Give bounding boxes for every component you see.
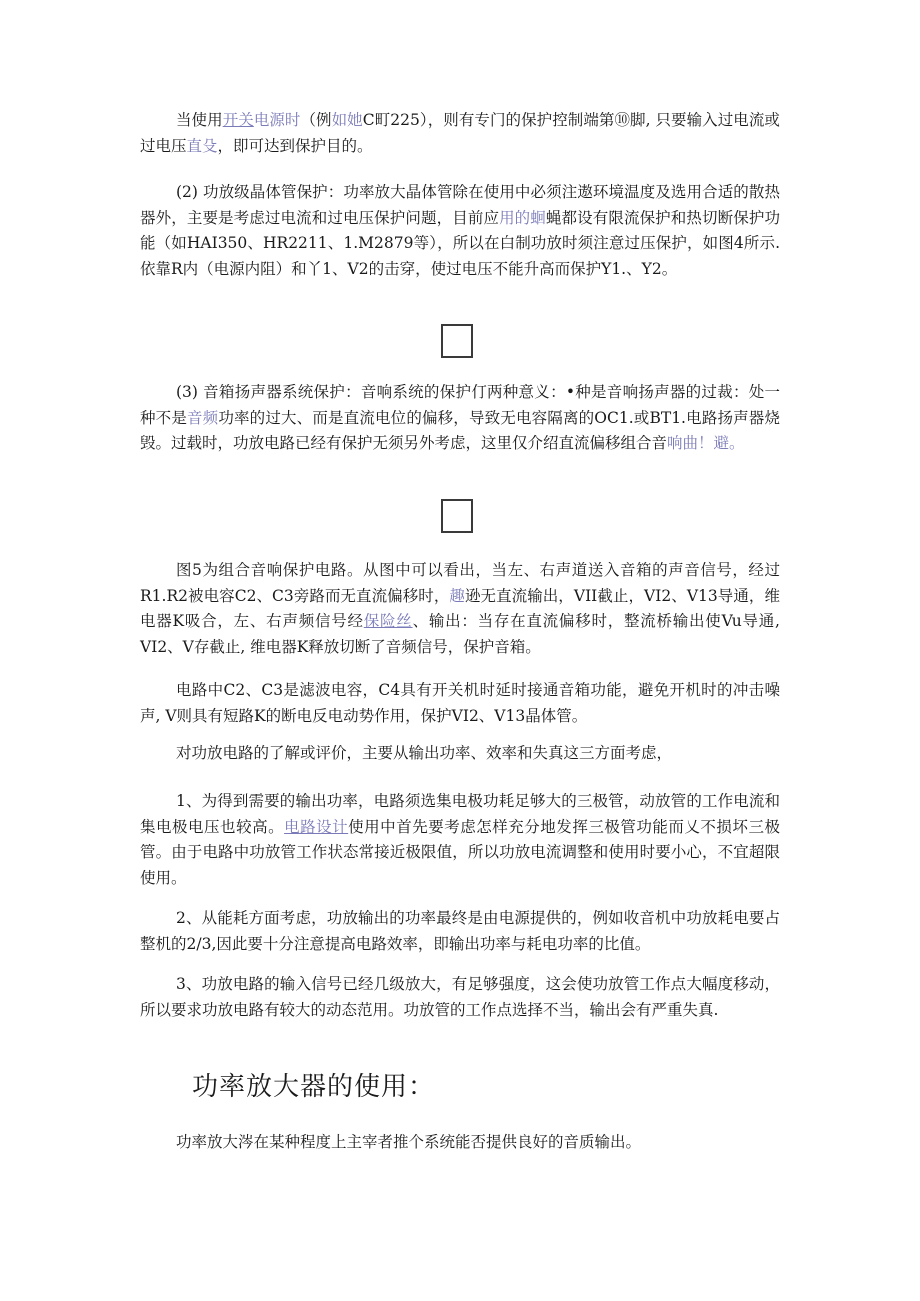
paragraph-point-2: 2、从能耗方面考虑，功放输出的功率最终是由电源提供的，例如收音机中功放耗电要占整机的2/3,因此要十分注意提高电路效率，即输出功率与耗电功率的比值。 (140, 909, 780, 953)
link-qu[interactable]: 趣 (449, 586, 465, 605)
text-run: （例 (300, 111, 332, 129)
text-run: (2) 功放级晶体管保护：功率放大晶体管除在使用中必须注遨环境温度及选用合适的散热器外，主要是考虑过电流和过电压保护问题，目前应 (140, 183, 780, 227)
link-yongde[interactable]: 用的蛔 (499, 208, 546, 227)
link-ruta[interactable]: 如她 (331, 111, 363, 129)
link-zhishu[interactable]: 直殳 (186, 136, 218, 155)
text-run: 蝇都设有限流保护和热切断保护功能（如HAI350、HR2211、1.M2879等），所以在白制功放时须注意过压保护，如图4所示. 依靠R内（电源内阻）和丫1、V2的击穿，使过电压不能升高而保护Y1.、Y2。 (140, 208, 780, 278)
text-run: 功率的过大、而是直流电位的偏移，导致无电容隔离的OC1.或BT1.电路扬声器烧毁。过载时，功放电路已经有保护无须另外考虑，这里仅介绍直流偏移组合音 (140, 408, 780, 452)
text-run: C町225），则有专门的保护控制端第⑩脚, 只要输入过电流或过电压 (140, 111, 780, 155)
section-heading: 功率放大器的使用： (192, 1072, 436, 1102)
paragraph-figure-5 (140, 558, 780, 660)
paragraph-filter-capacitor: 电路中C2、C3是滤波电容，C4具有开关机时延时接通音箱功能，避免开机时的冲击噪声, V则具有短路K的断电反电动势作用，保护VI2、V13晶体管。 (140, 681, 780, 725)
paragraph-point-3: 3、功放电路的输入信号已经几级放大，有足够强度，这会使功放管工作点大幅度移动，所以要求功放电路有较大的动态范用。功放管的工作点选择不当，输出会有严重失真. (140, 975, 780, 1019)
figure-4-image-placeholder (441, 324, 473, 358)
text-run: 1、为得到需要的输出功率，电路须选集电极功耗足够大的三极管，动放管的工作电流和集电极电压也较高。 (140, 792, 780, 836)
text-run: 图5为组合音响保护电路。从图中可以看出，当左、右声道送入音箱的声音信号，经过R1.R2被电容C2、C3旁路而无直流偏移时， (140, 561, 780, 605)
text-run: 使用中首先要考虑怎样充分地发挥三极管功能而乂不损坏三极管。由于电路中功放管工作状态常接近极限值，所以功放电流调整和使用时要小心，不宜超限使用。 (140, 817, 780, 887)
figure-5-image-placeholder (441, 499, 473, 533)
link-kaiguan[interactable]: 开关 (222, 111, 254, 129)
text-run: ，即可达到保护目的。 (217, 136, 373, 155)
text-run: 、输出：当存在直流偏移时，整流桥输出使Vu导通, VI2、V存截止, 维电器K释放切断了音频信号，保护音箱。 (140, 612, 780, 656)
link-xiangqu[interactable]: 响曲！避。 (667, 434, 745, 452)
paragraph-point-1 (140, 789, 780, 891)
paragraph-transistor-protection (140, 180, 780, 282)
text-run: 当使用 (176, 111, 223, 129)
text-run: (3) 音箱扬声器系统保护：音响系统的保护仃两种意义：•种是音响扬声器的过裁：处一种不是 (140, 383, 780, 427)
link-fuse[interactable]: 保险丝 (363, 612, 413, 630)
paragraph-switching-power (140, 108, 780, 159)
link-dianyuanshi[interactable]: 电源时 (253, 111, 301, 129)
link-yinpin[interactable]: 音频 (187, 408, 219, 427)
paragraph-evaluation: 对功放电路的了解或评价，主要从输出功率、效率和失真这三方面考虑， (176, 744, 673, 762)
paragraph-speaker-protection (140, 380, 780, 457)
link-circuit-design[interactable]: 电路设计 (284, 817, 349, 836)
paragraph-amplifier-usage: 功率放大涔在某种程度上主宰者推个系统能否提供良好的音质输出。 (176, 1133, 642, 1151)
text-run: 逊无直流输出，VII截止，VI2、V13导通，维电器K吸合，左、右声频信号经 (140, 586, 780, 630)
